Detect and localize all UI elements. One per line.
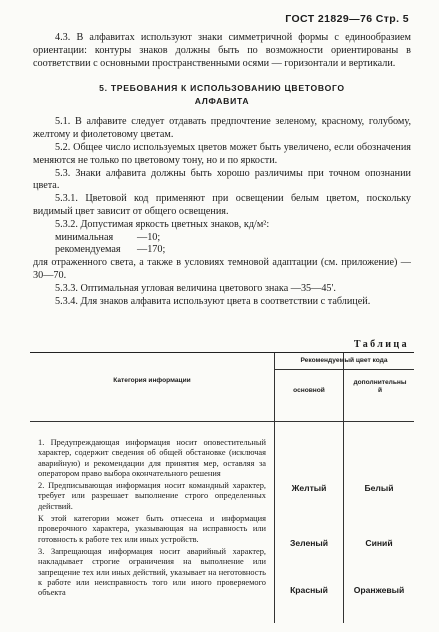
main-color-1: Желтый xyxy=(291,483,327,493)
table-divider-header xyxy=(30,421,414,422)
info-category-3: 3. Запрещающая информация носит аварийный характер, накладывает строгие ограничения на выполнение или запрещение тех или иных действий, указывает на неготовность к работе или неисправность того или иного проверяемого объекта xyxy=(38,546,266,598)
info-category-2: 2. Предписывающая информация носит командный характер, требует или разрешает выполнение строго определенных действий. xyxy=(38,481,266,511)
info-category-cell xyxy=(38,438,266,600)
paragraph-5-3-2: 5.3.2. Допустимая яркость цветных знаков, кд/м²: xyxy=(55,218,270,230)
info-category-1: 1. Предупреждающая информация носит оповестительный характер, содержит сведения об общей обстановке (исключая аварийную) и рекомендации для принятия мер, оставляя за оператором право выбора окончательного решения xyxy=(38,438,266,478)
additional-color-3: Оранжевый xyxy=(353,585,405,595)
table-divider-vertical-2 xyxy=(343,353,344,623)
paragraph-5-1: 5.1. В алфавите следует отдавать предпочтение зеленому, красному, голубому, желтому и фиолетовому цветам. xyxy=(33,116,411,141)
paragraph-5-3: 5.3. Знаки алфавита должны быть хорошо различимы при точном опознании цвета. xyxy=(33,167,411,192)
additional-color-2: Синий xyxy=(365,538,393,548)
paragraph-5-3-3: 5.3.3. Оптимальная угловая величина цветового знака —35—45'. xyxy=(55,282,336,294)
additional-color-1: Белый xyxy=(364,483,394,493)
section-title-line-1: 5. ТРЕБОВАНИЯ К ИСПОЛЬЗОВАНИЮ ЦВЕТОВОГО xyxy=(99,83,345,94)
main-color-2: Зеленый xyxy=(289,538,329,548)
col-recommended-header: Рекомендуемый цвет кода xyxy=(300,357,388,364)
paragraph-5-2: 5.2. Общее число используемых цветов может быть увеличено, если обозначения меняются не только по цветовому тону, но и по яркости. xyxy=(33,141,411,166)
brightness-min-label: минимальная xyxy=(55,231,114,243)
table-caption: Таблица xyxy=(353,339,409,350)
info-category-2-note: К этой категории может быть отнесена и информация проверочного характера, указывающая на исправность или готовность к работе тех или иных устройств. xyxy=(38,514,266,544)
brightness-min-row xyxy=(33,232,411,245)
section-title-line-2: АЛФАВИТА xyxy=(194,96,250,107)
section-title xyxy=(33,82,411,108)
paragraph-5-3-4: 5.3.4. Для знаков алфавита используют цвета в соответствии с таблицей. xyxy=(55,295,371,307)
col-main-header: основной xyxy=(293,387,325,394)
color-table xyxy=(30,352,414,623)
body-text xyxy=(33,32,411,308)
table-divider-vertical-1 xyxy=(274,353,275,623)
paragraph-5-3-1: 5.3.1. Цветовой код применяют при освещении белым цветом, поскольку видимый цвет зависит от общего освещения. xyxy=(33,193,411,217)
col-additional-header: дополнительный xyxy=(353,379,407,394)
page-header: ГОСТ 21829—76 Стр. 5 xyxy=(285,13,409,25)
main-color-3: Красный xyxy=(290,585,328,595)
paragraph-reflected-light: для отраженного света, а также в условиях темновой адаптации (см. приложение) — 30—70. xyxy=(33,257,411,281)
paragraph-4-3: 4.3. В алфавитах используют знаки симметричной формы с единообразием ориентации: контуры знаков должны быть по возможности ориентированы в соответствии с основными пространственными осями — горизонтали и вертикали. xyxy=(33,32,411,69)
brightness-rec-value: —170; xyxy=(137,244,166,256)
table-divider-subheader xyxy=(274,369,414,370)
col-category-header: Категория информации xyxy=(113,377,191,384)
brightness-rec-row xyxy=(33,244,411,257)
brightness-min-value: —10; xyxy=(137,231,161,243)
brightness-rec-label: рекомендуемая xyxy=(55,244,121,256)
